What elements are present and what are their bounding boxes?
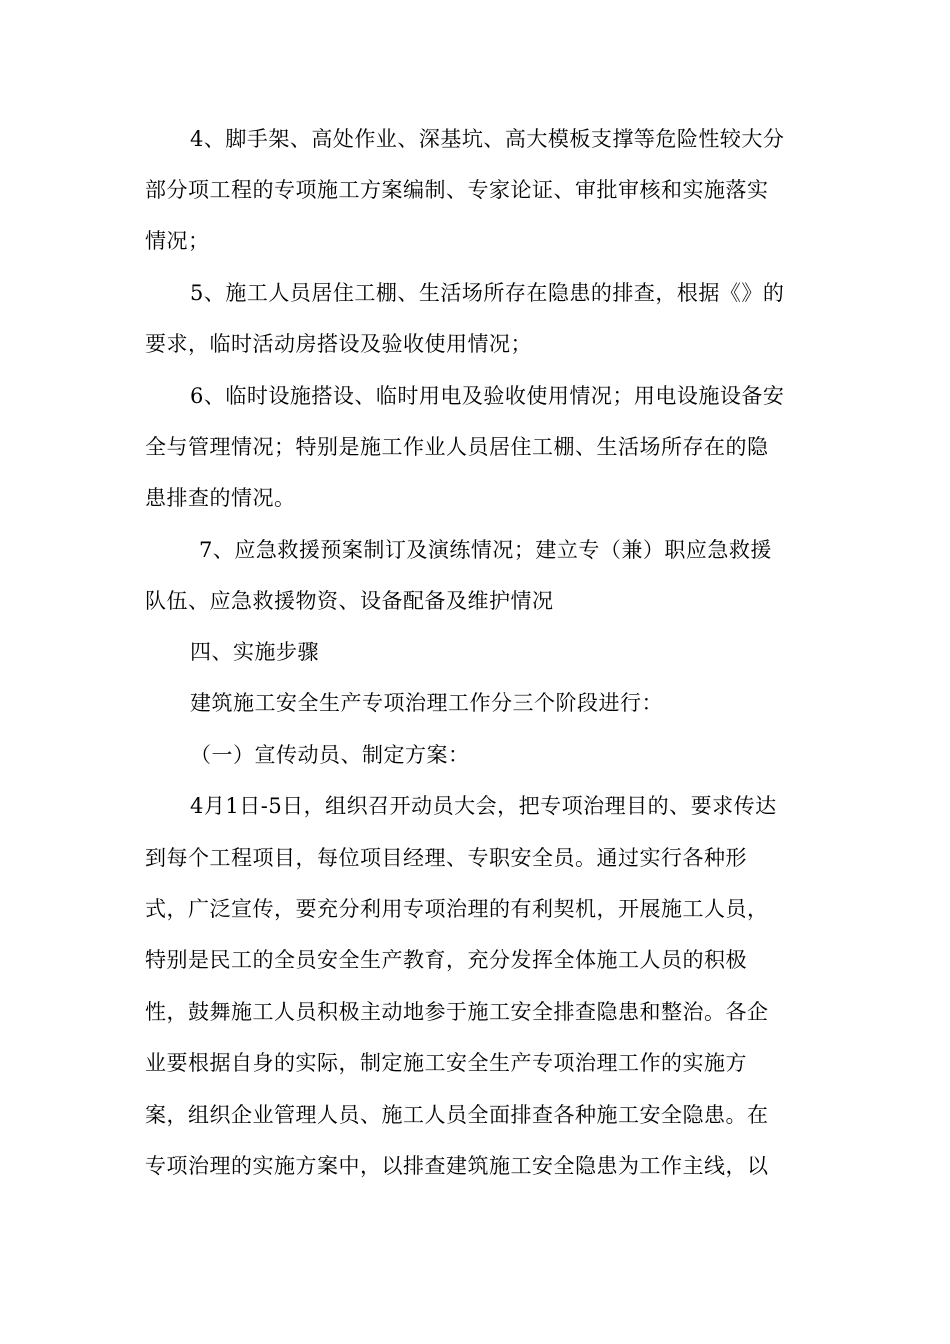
text-line: 式，广泛宣传，要充分利用专项治理的有利契机，开展施工人员， [145,897,769,921]
text-line: 到每个工程项目，每位项目经理、专职安全员。通过实行各种形 [145,846,747,870]
text-line: 业要根据自身的实际，制定施工安全生产专项治理工作的实施方 [145,1051,747,1075]
text-line: 患排查的情况。 [145,486,296,510]
text-line: 5、施工人员居住工棚、生活场所存在隐患的排查，根据《》的 [190,281,785,305]
text-line: 队伍、应急救援物资、设备配备及维护情况 [145,589,554,613]
text-line: 特别是民工的全员安全生产教育，充分发挥全体施工人员的积极 [145,948,747,972]
subsection-heading: （一）宣传动员、制定方案： [190,743,470,767]
text-line: 案，组织企业管理人员、施工人员全面排查各种施工安全隐患。在 [145,1103,769,1127]
text-line: 7、应急救援预案制订及演练情况；建立专（兼）职应急救援 [199,538,772,562]
text-line: 建筑施工安全生产专项治理工作分三个阶段进行： [190,691,663,715]
text-line: 情况； [145,229,210,253]
text-line: 4、脚手架、高处作业、深基坑、高大模板支撑等危险性较大分 [190,127,785,151]
text-line: 全与管理情况；特别是施工作业人员居住工棚、生活场所存在的隐 [145,435,769,459]
section-heading: 四、实施步骤 [190,640,319,664]
text-line: 4月1日-5日，组织召开动员大会，把专项治理目的、要求传达 [190,794,777,818]
text-line: 要求，临时活动房搭设及验收使用情况； [145,332,532,356]
text-line: 专项治理的实施方案中，以排查建筑施工安全隐患为工作主线，以 [145,1154,769,1178]
text-line: 性，鼓舞施工人员积极主动地参于施工安全排查隐患和整治。各企 [145,1000,769,1024]
text-line: 6、临时设施搭设、临时用电及验收使用情况；用电设施设备安 [190,384,785,408]
text-line: 部分项工程的专项施工方案编制、专家论证、审批审核和实施落实 [145,178,769,202]
